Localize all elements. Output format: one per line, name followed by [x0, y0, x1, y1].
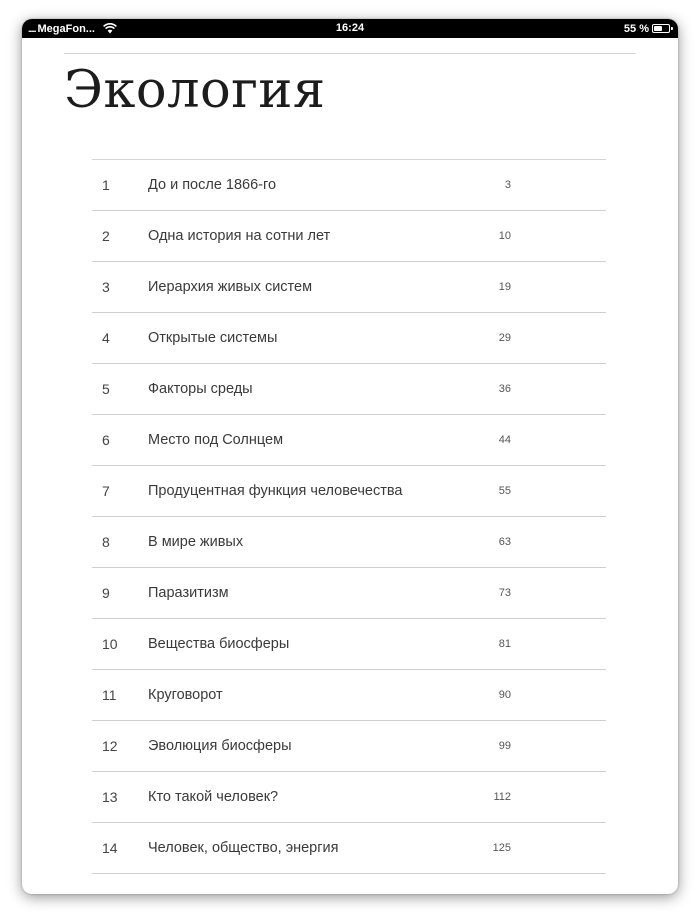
toc-row[interactable]: [92, 313, 606, 364]
chapter-number: 5: [102, 381, 110, 397]
chapter-number: 1: [102, 177, 110, 193]
chapter-title: Одна история на сотни лет: [148, 228, 331, 244]
chapter-page-number: 29: [498, 332, 511, 344]
chapter-page-number: 73: [498, 587, 511, 599]
chapter-number: 11: [102, 687, 117, 703]
chapter-number: 8: [102, 534, 110, 550]
battery-percentage: 55 %: [623, 22, 649, 35]
toc-row[interactable]: [92, 772, 606, 823]
chapter-page-number: 112: [493, 791, 511, 803]
toc-row[interactable]: [92, 262, 606, 313]
ipad-screen: [22, 19, 678, 894]
chapter-page-number: 99: [498, 740, 511, 752]
chapter-number: 14: [102, 840, 118, 856]
toc-row[interactable]: [92, 415, 606, 466]
chapter-title: Вещества биосферы: [148, 636, 290, 652]
chapter-title: Открытые системы: [148, 330, 278, 346]
chapter-page-number: 125: [492, 842, 511, 854]
chapter-title: Круговорот: [148, 687, 223, 703]
chapter-number: 2: [102, 228, 110, 244]
chapter-number: 6: [102, 432, 110, 448]
chapter-title: Эволюция биосферы: [148, 738, 292, 754]
table-of-contents: [92, 159, 606, 874]
chapter-page-number: 19: [498, 281, 511, 293]
chapter-page-number: 10: [498, 230, 511, 242]
toc-row[interactable]: [92, 466, 606, 517]
chapter-page-number: 44: [498, 434, 511, 446]
chapter-number: 13: [102, 789, 118, 805]
chapter-page-number: 3: [504, 179, 511, 191]
chapter-number: 9: [102, 585, 110, 601]
chapter-page-number: 81: [498, 638, 511, 650]
toc-row[interactable]: [92, 823, 606, 874]
chapter-number: 12: [102, 738, 118, 754]
chapter-title: Место под Солнцем: [148, 432, 284, 448]
chapter-title: Паразитизм: [148, 585, 229, 601]
toc-row[interactable]: [92, 160, 606, 211]
carrier-name: MegaFon...: [37, 22, 95, 35]
toc-row[interactable]: [92, 517, 606, 568]
chapter-title: Человек, общество, энергия: [148, 840, 339, 856]
toc-row[interactable]: [92, 721, 606, 772]
battery-icon: [652, 24, 670, 33]
chapter-page-number: 90: [498, 689, 511, 701]
chapter-page-number: 63: [498, 536, 511, 548]
battery-fill: [654, 26, 662, 31]
chapter-title: Факторы среды: [148, 381, 253, 397]
chapter-title: Иерархия живых систем: [148, 279, 313, 295]
chapter-page-number: 36: [498, 383, 511, 395]
toc-row[interactable]: [92, 619, 606, 670]
battery-tip: [671, 27, 673, 30]
status-time: 16:24: [335, 22, 365, 34]
status-bar: [22, 19, 678, 38]
toc-row[interactable]: [92, 364, 606, 415]
chapter-title: В мире живых: [148, 534, 244, 550]
chapter-page-number: 55: [498, 485, 511, 497]
chapter-title: Кто такой человек?: [148, 789, 279, 805]
toc-row[interactable]: [92, 670, 606, 721]
chapter-number: 3: [102, 279, 110, 295]
signal-strength: .....: [28, 23, 36, 34]
chapter-number: 7: [102, 483, 110, 499]
toc-row[interactable]: [92, 211, 606, 262]
chapter-title: Продуцентная функция человечества: [148, 483, 403, 499]
status-bar-right: [624, 19, 672, 38]
chapter-title: До и после 1866-го: [148, 177, 277, 193]
header-divider: [64, 53, 636, 54]
book-title: Экология: [64, 61, 326, 120]
chapter-number: 4: [102, 330, 110, 346]
toc-row[interactable]: [92, 568, 606, 619]
chapter-number: 10: [102, 636, 118, 652]
